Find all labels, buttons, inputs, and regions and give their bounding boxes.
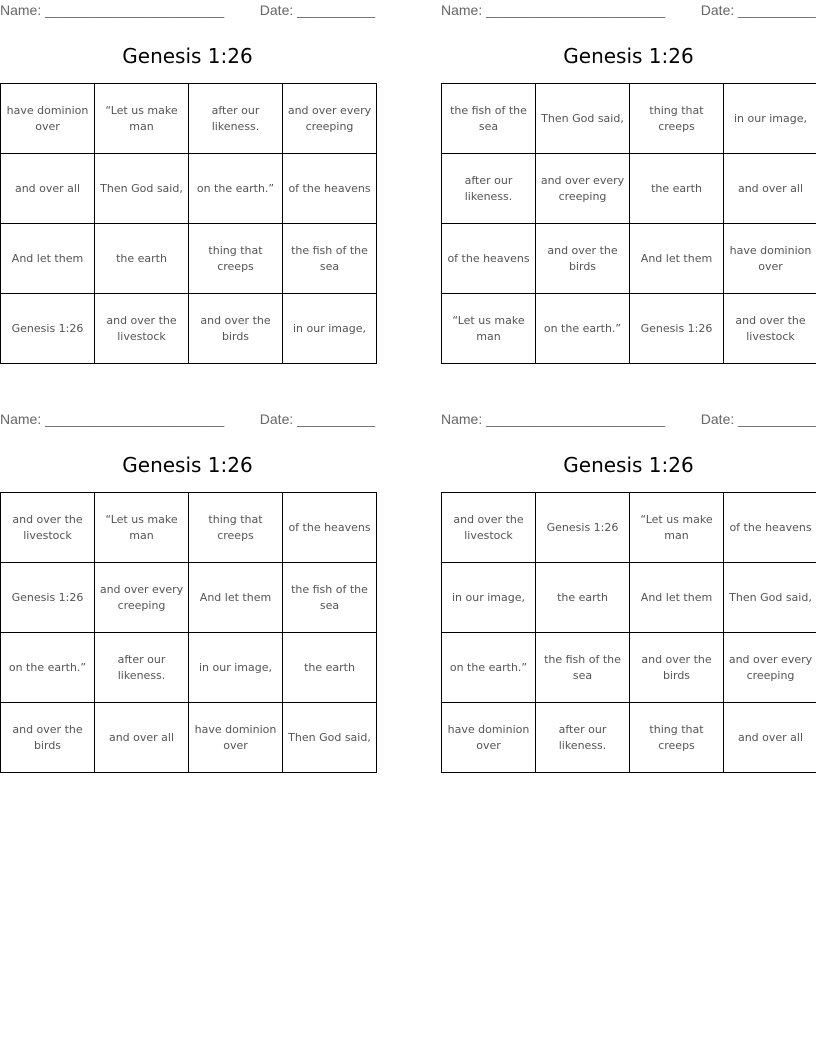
grid-row bbox=[442, 563, 816, 633]
grid-cell bbox=[189, 84, 283, 154]
grid-cell bbox=[724, 563, 816, 633]
cell-text: Then God said, bbox=[541, 111, 624, 125]
cell-text: have dominion over bbox=[447, 722, 530, 752]
grid-cell bbox=[95, 294, 189, 364]
cell-text: have dominion over bbox=[729, 243, 812, 273]
grid-cell bbox=[536, 493, 630, 563]
grid-cell bbox=[283, 633, 377, 703]
cell-text: of the heavens bbox=[447, 251, 530, 265]
grid-cell bbox=[189, 633, 283, 703]
date-field-label: Date: __________ bbox=[259, 2, 375, 18]
cell-text: the earth bbox=[304, 660, 355, 674]
grid-cell bbox=[442, 633, 536, 703]
bingo-grid bbox=[0, 83, 377, 364]
grid-cell bbox=[724, 294, 816, 364]
cell-text: the fish of the sea bbox=[544, 652, 621, 682]
cell-text: “Let us make man bbox=[452, 313, 525, 343]
cell-text: on the earth.” bbox=[8, 660, 87, 674]
cell-text: Then God said, bbox=[729, 590, 812, 604]
grid-cell bbox=[630, 154, 724, 224]
cell-text: and over the livestock bbox=[735, 313, 806, 343]
grid-cell bbox=[283, 84, 377, 154]
cell-text: and over the livestock bbox=[12, 512, 83, 542]
cell-text: Genesis 1:26 bbox=[640, 321, 713, 335]
grid-row bbox=[1, 493, 377, 563]
cell-text: and over the birds bbox=[547, 243, 618, 273]
grid-row bbox=[1, 84, 377, 154]
cell-text: of the heavens bbox=[729, 520, 812, 534]
grid-cell bbox=[95, 224, 189, 294]
cell-text: and over all bbox=[737, 181, 804, 195]
cell-text: thing that creeps bbox=[208, 512, 263, 542]
cell-text: “Let us make man bbox=[105, 103, 178, 133]
cell-text: Genesis 1:26 bbox=[11, 590, 84, 604]
cell-text: And let them bbox=[11, 251, 84, 265]
cell-text: after our likeness. bbox=[558, 722, 607, 752]
grid-cell bbox=[442, 493, 536, 563]
grid-row bbox=[442, 703, 816, 773]
cell-text: and over all bbox=[737, 730, 804, 744]
name-field-label: Name: _______________________ bbox=[0, 2, 225, 18]
cell-text: in our image, bbox=[292, 321, 366, 335]
cell-text: on the earth.” bbox=[449, 660, 528, 674]
name-field-label: Name: _______________________ bbox=[441, 411, 666, 427]
cell-text: thing that creeps bbox=[208, 243, 263, 273]
cell-text: the fish of the sea bbox=[291, 582, 368, 612]
grid-row bbox=[1, 154, 377, 224]
cell-text: and over the birds bbox=[12, 722, 83, 752]
grid-cell bbox=[442, 224, 536, 294]
grid-row bbox=[442, 633, 816, 703]
cell-text: on the earth.” bbox=[196, 181, 275, 195]
cell-text: and over the birds bbox=[641, 652, 712, 682]
grid-cell bbox=[189, 493, 283, 563]
cell-text: and over every creeping bbox=[99, 582, 184, 612]
cell-text: “Let us make man bbox=[640, 512, 713, 542]
grid-cell bbox=[442, 154, 536, 224]
grid-cell bbox=[283, 563, 377, 633]
grid-cell bbox=[1, 563, 95, 633]
grid-row bbox=[442, 84, 816, 154]
bingo-grid bbox=[0, 492, 377, 773]
grid-row bbox=[1, 224, 377, 294]
grid-cell bbox=[536, 703, 630, 773]
grid-cell bbox=[95, 633, 189, 703]
grid-cell bbox=[1, 703, 95, 773]
grid-cell bbox=[1, 294, 95, 364]
cell-text: on the earth.” bbox=[543, 321, 622, 335]
cell-text: And let them bbox=[199, 590, 272, 604]
cell-text: and over the birds bbox=[200, 313, 271, 343]
cell-text: in our image, bbox=[198, 660, 272, 674]
cell-text: “Let us make man bbox=[105, 512, 178, 542]
cell-text: and over the livestock bbox=[106, 313, 177, 343]
cell-text: and over every creeping bbox=[540, 173, 625, 203]
cell-text: of the heavens bbox=[288, 181, 371, 195]
name-field-label: Name: _______________________ bbox=[441, 2, 666, 18]
card-header bbox=[0, 409, 375, 431]
grid-row bbox=[442, 294, 816, 364]
grid-cell bbox=[283, 493, 377, 563]
grid-cell bbox=[442, 563, 536, 633]
grid-cell bbox=[1, 84, 95, 154]
grid-cell bbox=[283, 224, 377, 294]
cell-text: have dominion over bbox=[194, 722, 277, 752]
grid-cell bbox=[536, 84, 630, 154]
grid-row bbox=[442, 154, 816, 224]
grid-cell bbox=[189, 154, 283, 224]
cell-text: And let them bbox=[640, 251, 713, 265]
grid-cell bbox=[536, 633, 630, 703]
cell-text: and over the livestock bbox=[453, 512, 524, 542]
grid-cell bbox=[630, 84, 724, 154]
cell-text: after our likeness. bbox=[117, 652, 166, 682]
grid-cell bbox=[283, 703, 377, 773]
grid-cell bbox=[95, 703, 189, 773]
grid-cell bbox=[536, 563, 630, 633]
cell-text: the fish of the sea bbox=[450, 103, 527, 133]
bingo-grid bbox=[441, 83, 816, 364]
card-title: Genesis 1:26 bbox=[563, 44, 694, 68]
grid-cell bbox=[630, 493, 724, 563]
grid-cell bbox=[1, 633, 95, 703]
card-header bbox=[0, 0, 375, 22]
cell-text: in our image, bbox=[451, 590, 525, 604]
grid-cell bbox=[1, 224, 95, 294]
grid-cell bbox=[630, 294, 724, 364]
grid-cell bbox=[536, 154, 630, 224]
grid-cell bbox=[283, 154, 377, 224]
cell-text: Genesis 1:26 bbox=[11, 321, 84, 335]
grid-cell bbox=[724, 703, 816, 773]
grid-cell bbox=[283, 294, 377, 364]
name-field-label: Name: _______________________ bbox=[0, 411, 225, 427]
card-title: Genesis 1:26 bbox=[563, 453, 694, 477]
bingo-card-3 bbox=[0, 409, 375, 752]
grid-row bbox=[1, 563, 377, 633]
card-title: Genesis 1:26 bbox=[122, 453, 253, 477]
cell-text: have dominion over bbox=[6, 103, 89, 133]
cell-text: And let them bbox=[640, 590, 713, 604]
grid-cell bbox=[724, 493, 816, 563]
grid-cell bbox=[630, 633, 724, 703]
grid-cell bbox=[189, 563, 283, 633]
grid-row bbox=[442, 224, 816, 294]
grid-cell bbox=[536, 224, 630, 294]
cell-text: in our image, bbox=[733, 111, 807, 125]
grid-row bbox=[442, 493, 816, 563]
cell-text: and over every creeping bbox=[287, 103, 372, 133]
cell-text: the fish of the sea bbox=[291, 243, 368, 273]
grid-cell bbox=[724, 633, 816, 703]
grid-cell bbox=[630, 703, 724, 773]
grid-cell bbox=[95, 563, 189, 633]
grid-cell bbox=[189, 224, 283, 294]
cell-text: the earth bbox=[651, 181, 702, 195]
cell-text: the earth bbox=[116, 251, 167, 265]
cell-text: after our likeness. bbox=[464, 173, 513, 203]
cell-text: thing that creeps bbox=[649, 722, 704, 752]
cell-text: Then God said, bbox=[288, 730, 371, 744]
cell-text: the earth bbox=[557, 590, 608, 604]
grid-cell bbox=[1, 154, 95, 224]
grid-cell bbox=[630, 563, 724, 633]
cell-text: thing that creeps bbox=[649, 103, 704, 133]
card-header bbox=[441, 0, 816, 22]
grid-cell bbox=[189, 703, 283, 773]
date-field-label: Date: __________ bbox=[700, 411, 816, 427]
grid-row bbox=[1, 703, 377, 773]
grid-cell bbox=[1, 493, 95, 563]
bingo-card-4 bbox=[441, 409, 816, 752]
grid-cell bbox=[724, 224, 816, 294]
grid-row bbox=[1, 633, 377, 703]
grid-cell bbox=[442, 84, 536, 154]
grid-cell bbox=[724, 154, 816, 224]
bingo-card-1 bbox=[0, 0, 375, 343]
grid-cell bbox=[189, 294, 283, 364]
cell-text: after our likeness. bbox=[211, 103, 260, 133]
cell-text: Then God said, bbox=[100, 181, 183, 195]
bingo-grid bbox=[441, 492, 816, 773]
grid-cell bbox=[95, 493, 189, 563]
date-field-label: Date: __________ bbox=[700, 2, 816, 18]
card-header bbox=[441, 409, 816, 431]
cell-text: Genesis 1:26 bbox=[546, 520, 619, 534]
cell-text: and over all bbox=[108, 730, 175, 744]
grid-cell bbox=[442, 703, 536, 773]
grid-cell bbox=[442, 294, 536, 364]
card-title: Genesis 1:26 bbox=[122, 44, 253, 68]
grid-cell bbox=[630, 224, 724, 294]
bingo-card-2 bbox=[441, 0, 816, 343]
cell-text: and over all bbox=[14, 181, 81, 195]
grid-cell bbox=[536, 294, 630, 364]
grid-cell bbox=[724, 84, 816, 154]
cell-text: of the heavens bbox=[288, 520, 371, 534]
grid-cell bbox=[95, 84, 189, 154]
date-field-label: Date: __________ bbox=[259, 411, 375, 427]
grid-cell bbox=[95, 154, 189, 224]
grid-row bbox=[1, 294, 377, 364]
cell-text: and over every creeping bbox=[728, 652, 813, 682]
